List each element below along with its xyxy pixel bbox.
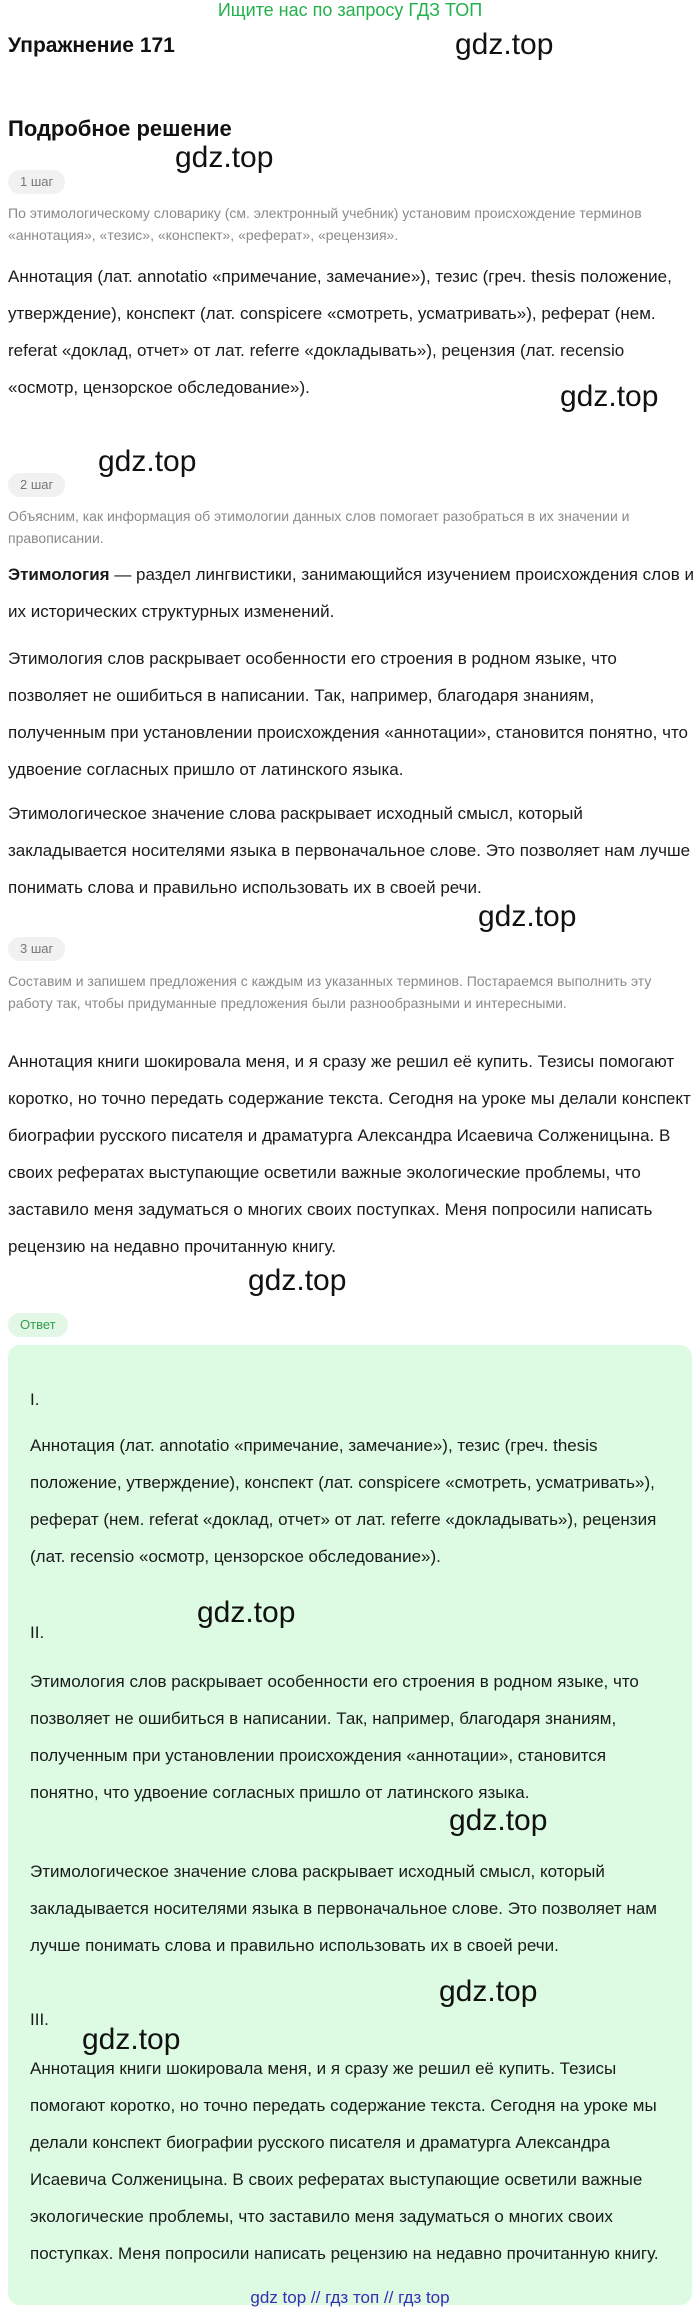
section-title: Подробное решение [8, 116, 232, 141]
step-desc-3: Составим и запишем предложения с каждым из указанных терминов. Постараемся выполнить эту работу так, чтобы придуманные предложения были разнообразными и интересными. [8, 973, 652, 1011]
answer-text-2: Этимология слов раскрывает особенности его строения в родном языке, что позволяет не ошибиться в написании. Так, например, благодаря знаниям, полученным при установлении происхождения «аннотации», становится понятно, что удвоение согласных пришло от латинского языка. [30, 1672, 639, 1802]
answer-part-3-label: III. [30, 2010, 49, 2029]
watermark: gdz.top [560, 380, 659, 413]
answer-text-3: Этимологическое значение слова раскрывает исходный смысл, который закладывается носителями языка в первоначальное слове. Это позволяет нам лучше понимать слова и правильно использовать их в своей речи. [30, 1862, 657, 1955]
step-text-2b: Этимологическое значение слова раскрывает исходный смысл, который закладывается носителями языка в первоначальное слове. Это позволяет нам лучше понимать слова и правильно использовать их в своей речи. [8, 804, 691, 897]
answer-badge: Ответ [8, 1313, 68, 1337]
step-text-3: Аннотация книги шокировала меня, и я сразу же решил её купить. Тезисы помогают коротко, но точно передать содержание текста. Сегодня на уроке мы делали конспект биографии русского писателя и драматурга Александра Исаевича Солженицына. В своих рефератах выступающие осветили важные экологические проблемы, что заставило меня задуматься о многих своих поступках. Меня попросили написать рецензию на недавно прочитанную книгу. [8, 1052, 691, 1256]
watermark: gdz.top [248, 1264, 347, 1297]
answer-text-4: Аннотация книги шокировала меня, и я сразу же решил её купить. Тезисы помогают коротко, но точно передать содержание текста. Сегодня на уроке мы делали конспект биографии русского писателя и драматурга Александра Исаевича Солженицына. В своих рефератах выступающие осветили важные экологические проблемы, что заставило меня задуматься о многих своих поступках. Меня попросили написать рецензию на недавно прочитанную книгу. [30, 2059, 659, 2263]
footer-links[interactable]: gdz top // гдз топ // гдз top [250, 2288, 450, 2307]
step-text-1: Аннотация (лат. annotatio «примечание, замечание»), тезис (греч. thesis положение, утверждение), конспект (лат. conspicere «смотреть, усматривать»), реферат (нем. referat «доклад, отчет» от лат. referre «докладывать»), рецензия (лат. recensio «осмотр, цензорское обследование»). [8, 267, 672, 397]
watermark: gdz.top [439, 1975, 538, 2008]
term-definition: — раздел лингвистики, занимающийся изучением происхождения слов и их исторических структурных изменений. [8, 565, 694, 621]
watermark: gdz.top [455, 28, 554, 61]
step-desc-1: По этимологическому словарику (см. электронный учебник) установим происхождение терминов «аннотация», «тезис», «конспект», «реферат», «рецензия». [8, 205, 642, 243]
watermark: gdz.top [175, 141, 274, 174]
term: Этимология [8, 565, 110, 584]
page-title: Упражнение 171 [8, 34, 175, 57]
answer-part-2-label: II. [30, 1623, 45, 1642]
answer-part-1-label: I. [30, 1390, 40, 1409]
watermark: gdz.top [478, 900, 577, 933]
step-definition [8, 556, 694, 630]
answer-text-1: Аннотация (лат. annotatio «примечание, замечание»), тезис (греч. thesis положение, утверждение), конспект (лат. conspicere «смотреть, усматривать»), реферат (нем. referat «доклад, отчет» от лат. referre «докладывать»), рецензия (лат. recensio «осмотр, цензорское обследование»). [30, 1436, 657, 1566]
step-badge-1: 1 шаг [8, 170, 65, 194]
watermark: gdz.top [98, 445, 197, 478]
step-text-2a: Этимология слов раскрывает особенности его строения в родном языке, что позволяет не ошибиться в написании. Так, например, благодаря знаниям, полученным при установлении происхождения «аннотации», становится понятно, что удвоение согласных пришло от латинского языка. [8, 649, 688, 779]
watermark: gdz.top [449, 1804, 548, 1837]
step-badge-2: 2 шаг [8, 473, 65, 497]
step-desc-2: Объясним, как информация об этимологии данных слов помогает разобраться в их значении и правописании. [8, 508, 630, 546]
watermark: gdz.top [82, 2023, 181, 2056]
step-badge-3: 3 шаг [8, 937, 65, 961]
watermark: gdz.top [197, 1596, 296, 1629]
search-banner[interactable]: Ищите нас по запросу ГДЗ ТОП [217, 0, 483, 20]
